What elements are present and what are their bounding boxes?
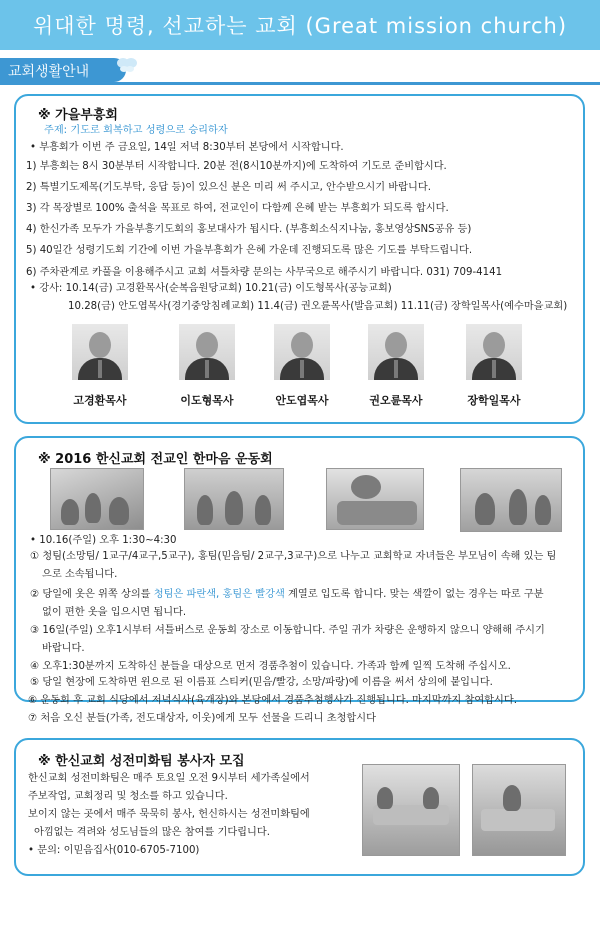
revival-line: 3) 각 목장별로 100% 출석을 목표로 하여, 전교인이 다함께 은혜 받는 부흥회가 되도록 합시다.: [26, 203, 449, 214]
sports-item: ⑤ 당일 현장에 도착하면 윈으로 된 이름표 스티커(믿음/빨강, 소망/파랑)에 이름을 써서 상의에 붙입니다.: [30, 677, 493, 688]
pastor-name: 안도엽목사: [275, 394, 329, 407]
sports-photo: [50, 468, 144, 530]
volunteer-line: 주보작업, 교회정리 및 청소를 하고 있습니다.: [28, 791, 228, 802]
sports-photo: [184, 468, 284, 530]
revival-line: 2) 특별기도제목(기도부탁, 응답 등)이 있으신 분은 미리 써 주시고, 안수받으시기 바랍니다.: [26, 182, 431, 193]
header-banner: [0, 0, 600, 50]
speakers-line: • 강사: 10.14(금) 고경환목사(순복음원당교회) 10.21(금) 이도형목사(공능교회): [30, 283, 392, 294]
pastor-photo: [368, 324, 424, 380]
pastor-name: 장학일목사: [467, 394, 521, 407]
sports-item: ③ 16일(주일) 오후1시부터 셔틀버스로 운동회 장소로 이동합니다. 주일 귀가 차량은 운행하지 않으니 양해해 주시기: [30, 625, 545, 636]
sports-day-title: ※ 2016 한신교회 전교인 한마음 운동회: [38, 452, 273, 467]
sports-item: ④ 오후1:30분까지 도착하신 분들을 대상으로 먼저 경품추첨이 있습니다. 가족과 함께 일찍 도착해 주십시오.: [30, 661, 511, 672]
sports-item: ⑦ 처음 오신 분들(가족, 전도대상자, 이웃)에게 모두 선물을 드리니 초청합시다: [28, 713, 376, 724]
pastor-name: 권오륜목사: [369, 394, 423, 407]
pastor-photo: [72, 324, 128, 380]
sports-item-cont: 바랍니다.: [42, 643, 85, 654]
pastor-name: 고경환목사: [73, 394, 127, 407]
sports-date: • 10.16(주일) 오후 1:30~4:30: [30, 535, 177, 546]
volunteer-box: [14, 738, 585, 876]
volunteer-line: 아낌없는 격려와 성도님들의 많은 참여를 기다립니다.: [34, 827, 270, 838]
pastor-photo: [179, 324, 235, 380]
sports-item: [30, 588, 544, 602]
sports-item-cont: 없이 편한 옷을 입으시면 됩니다.: [42, 607, 187, 618]
volunteer-photo: [472, 764, 566, 856]
revival-theme: 주제: 기도로 회복하고 성령으로 승리하자: [44, 125, 228, 136]
volunteer-line: 보이지 않는 곳에서 매주 묵묵히 봉사, 헌신하시는 성전미화팀에: [28, 809, 310, 820]
sports-day-box: [14, 436, 585, 702]
revival-box: [14, 94, 585, 424]
volunteer-photo: [362, 764, 460, 856]
sports-item-part: 계열로 입도록 합니다. 맞는 색깔이 없는 경우는 따로 구분: [288, 589, 544, 600]
volunteer-line: 한신교회 성전미화팀은 매주 토요일 오전 9시부터 세가족실에서: [28, 773, 310, 784]
banner-title: 위대한 명령, 선교하는 교회 (Great mission church): [32, 14, 568, 38]
sports-photo: [326, 468, 424, 530]
sports-item: ① 청팀(소망팀/ 1교구/4교구,5교구), 홍팀(믿음팀/ 2교구,3교구)으로 나누고 교회학교 자녀들은 부모님이 속해 있는 팀: [30, 551, 557, 562]
pastor-photo: [274, 324, 330, 380]
section-tab-label: 교회생활안내: [8, 64, 90, 80]
speakers-line: 10.28(금) 안도엽목사(경기중앙침례교회) 11.4(금) 권오륜목사(발음교회) 11.11(금) 장학일목사(예수마을교회): [68, 301, 568, 312]
section-divider: [0, 82, 600, 85]
revival-line: 5) 40일간 성령기도회 기간에 이번 가을부흥회가 은혜 가운데 진행되도록 많은 기도를 부탁드립니다.: [26, 245, 473, 256]
pastor-name: 이도형목사: [180, 394, 234, 407]
revival-line: 4) 한신가족 모두가 가을부흥기도회의 홍보대사가 됩시다. (부흥회소식지나눔, 홍보영상SNS공유 등): [26, 224, 472, 235]
sports-photo: [460, 468, 562, 532]
revival-title: ※ 가을부흥회: [38, 108, 118, 123]
team-color-note: 청팀은 파란색, 홍팀은 빨강색: [153, 589, 285, 600]
sports-item-part: ② 당일에 옷은 위쪽 상의를: [30, 589, 151, 600]
volunteer-title: ※ 한신교회 성전미화팀 봉사자 모집: [38, 754, 245, 769]
revival-line: 6) 주차관계로 카풀을 이용해주시고 교회 셔틀차량 문의는 사무국으로 해주시기 바랍니다. 031) 709-4141: [26, 267, 503, 278]
revival-line: 1) 부흥회는 8시 30분부터 시작합니다. 20분 전(8시10분까지)에 도착하여 기도로 준비합시다.: [26, 161, 447, 172]
revival-line: • 부흥회가 이번 주 금요일, 14일 저녁 8:30부터 본당에서 시작합니다.: [30, 142, 344, 153]
sports-item-cont: 으로 소속됩니다.: [42, 569, 118, 580]
pastor-photo: [466, 324, 522, 380]
butterfly-icon: [116, 56, 138, 74]
sports-item: ⑥ 운동회 후 교회 식당에서 저녁식사(육개장)와 본당에서 경품추첨행사가 진행됩니다. 마지막까지 참여합시다.: [28, 695, 517, 706]
volunteer-contact: • 문의: 이믿음집사(010-6705-7100): [28, 845, 200, 856]
